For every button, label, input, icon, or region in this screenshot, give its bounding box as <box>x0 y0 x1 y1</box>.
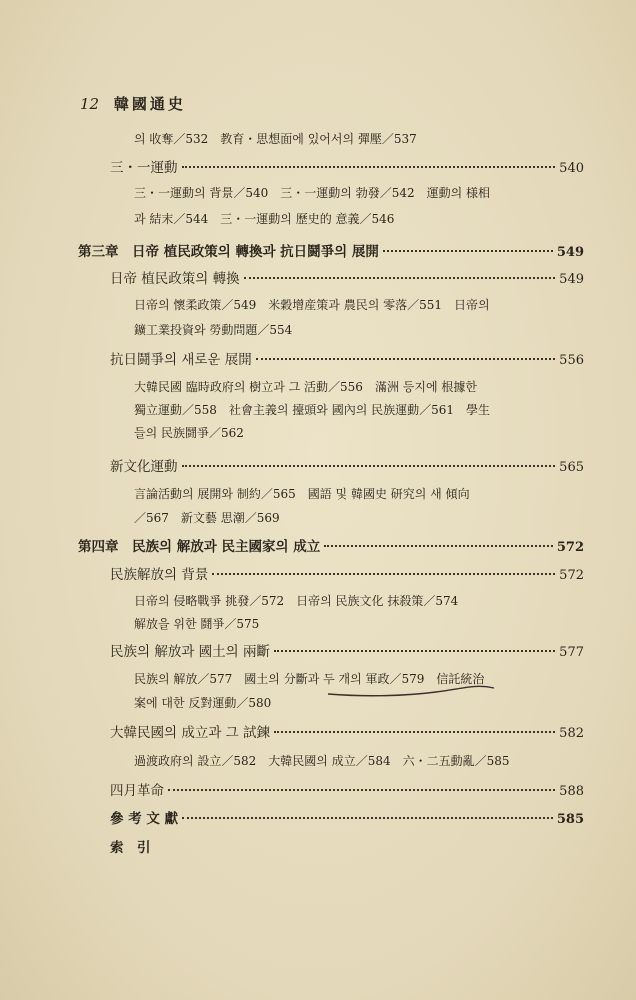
toc-subentry: ／567 新文藝 思潮／569 <box>134 511 280 525</box>
toc-section-row <box>110 348 584 368</box>
dot-leader <box>274 650 555 652</box>
page-number: 12 <box>80 95 100 113</box>
book-title: 韓國通史 <box>113 95 186 113</box>
toc-section-title: 日帝 植民政策의 轉換 <box>110 271 240 287</box>
running-header <box>80 93 186 114</box>
dot-leader <box>244 277 556 279</box>
toc-section-title: 民族解放의 背景 <box>110 567 209 583</box>
toc-section-title: 索 引 <box>110 840 151 856</box>
toc-subentry: 民族의 解放／577 國土의 分斷과 두 개의 軍政／579 信託統治 <box>134 672 485 686</box>
toc-subentry: 鑛工業投資와 勞動問題／554 <box>134 323 293 337</box>
dot-leader <box>182 166 556 168</box>
toc-chapter-title: 第四章 民族의 解放과 民主國家의 成立 <box>78 539 321 555</box>
dot-leader <box>182 817 553 819</box>
toc-section-title: 抗日鬪爭의 새로운 展開 <box>110 352 252 368</box>
dot-leader <box>274 731 555 733</box>
toc-subentry: 三・一運動의 背景／540 三・一運動의 勃發／542 運動의 様相 <box>134 186 491 200</box>
toc-page-ref: 582 <box>559 726 584 741</box>
toc-section-row <box>110 156 584 176</box>
toc-section-row <box>110 779 584 799</box>
toc-subentry: 大韓民國 臨時政府의 樹立과 그 活動／556 滿洲 등지에 根據한 <box>134 380 477 394</box>
toc-subentry: 獨立運動／558 社會主義의 擡頭와 國內의 民族運動／561 學生 <box>134 403 491 417</box>
toc-section-title: 新文化運動 <box>110 459 178 475</box>
toc-page-ref: 549 <box>556 245 584 260</box>
toc-section-title: 三・一運動 <box>110 160 178 176</box>
toc-section-row <box>110 563 584 583</box>
toc-page-ref: 572 <box>556 540 584 555</box>
dot-leader <box>324 545 553 547</box>
toc-subentry: 過渡政府의 設立／582 大韓民國의 成立／584 六・二五動亂／585 <box>134 754 510 768</box>
toc-page-ref: 556 <box>559 353 584 368</box>
toc-subentry: 의 收奪／532 教育・思想面에 있어서의 彈壓／537 <box>134 132 417 146</box>
toc-page-ref: 577 <box>559 645 584 660</box>
toc-section-title: 大韓民國의 成立과 그 試鍊 <box>110 725 270 741</box>
toc-subentry: 日帝의 懷柔政策／549 米穀增産策과 農民의 零落／551 日帝의 <box>134 298 490 312</box>
dot-leader <box>212 573 555 575</box>
toc-section-title: 參 考 文 獻 <box>110 811 179 827</box>
toc-subentry: 案에 대한 反對運動／580 <box>134 696 272 710</box>
pencil-underline-mark <box>326 680 496 698</box>
toc-page-ref: 540 <box>559 161 584 176</box>
toc-section-title: 民族의 解放과 國土의 兩斷 <box>110 644 270 660</box>
toc-section-row <box>110 455 584 475</box>
toc-page-ref: 585 <box>556 812 584 827</box>
toc-section-row <box>110 640 584 660</box>
toc-section-row <box>110 807 584 827</box>
toc-section-title: 四月革命 <box>110 783 164 799</box>
toc-page-ref: 565 <box>559 460 584 475</box>
toc-chapter-row <box>78 535 584 555</box>
dot-leader <box>182 465 556 467</box>
toc-page-ref: 572 <box>559 568 584 583</box>
dot-leader <box>383 250 553 252</box>
toc-subentry: 言論活動의 展開와 制約／565 國語 및 韓國史 研究의 새 傾向 <box>134 487 470 501</box>
dot-leader <box>256 358 555 360</box>
toc-subentry: 과 結末／544 三・一運動의 歷史的 意義／546 <box>134 212 395 226</box>
toc-subentry: 解放을 위한 鬪爭／575 <box>134 617 260 631</box>
dot-leader <box>168 789 555 791</box>
toc-section-row <box>110 267 584 287</box>
toc-subentry: 들의 民族鬪爭／562 <box>134 426 244 440</box>
toc-subentry: 日帝의 侵略戰爭 挑發／572 日帝의 民族文化 抹殺策／574 <box>134 594 459 608</box>
toc-section-row <box>110 721 584 741</box>
toc-page-ref: 549 <box>559 272 584 287</box>
toc-section-row <box>110 836 584 856</box>
toc-chapter-row <box>78 240 584 260</box>
toc-page-ref: 588 <box>559 784 584 799</box>
toc-chapter-title: 第三章 日帝 植民政策의 轉換과 抗日鬪爭의 展開 <box>78 244 379 260</box>
